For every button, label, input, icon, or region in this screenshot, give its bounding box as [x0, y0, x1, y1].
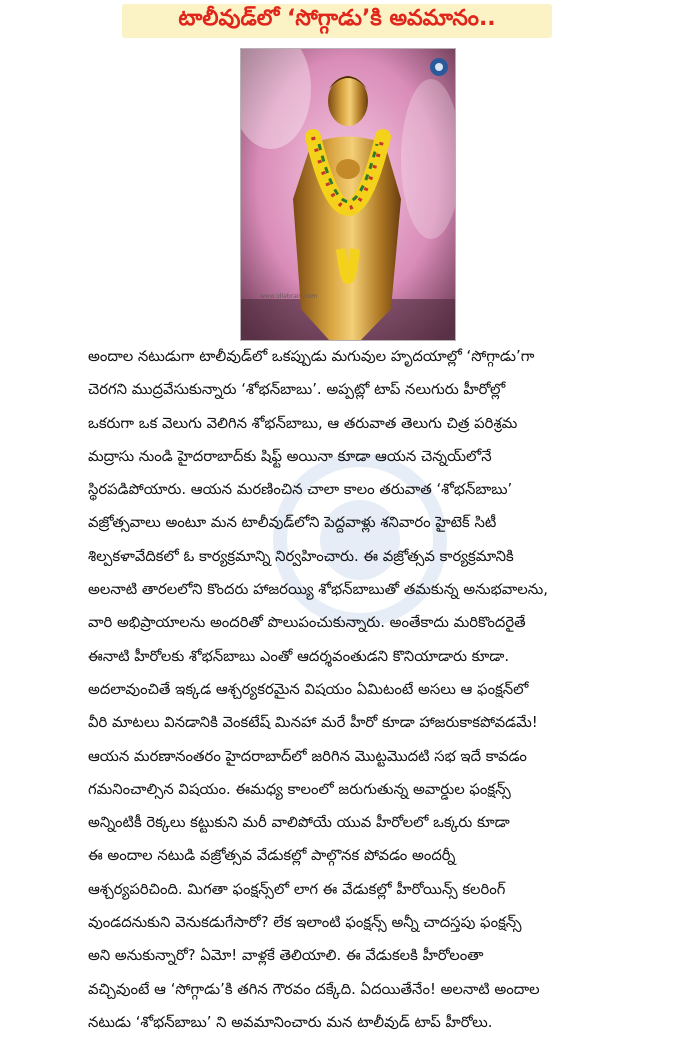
article-line: అన్నింటికీ రెక్కలు కట్టుకుని మరీ వాలిపోయే యువ హీరోలలో ఒక్కరు కూడా — [88, 814, 510, 832]
article-line: అలనాటి తారలలోని కొందరు హాజరయ్యి శోభన్‌బాబుతో తమకున్న అనుభవాలను, — [88, 581, 548, 599]
page-title: టాలీవుడ్‌లో ‘సోగ్గాడు’కి అవమానం.. — [178, 6, 496, 31]
article-line: ఒకరుగా ఒక వెలుగు వెలిగిన శోభన్‌బాబు, ఆ తరువాత తెలుగు చిత్ర పరిశ్రమ — [88, 414, 518, 432]
article-line: చెరగని ముద్రవేసుకున్నారు ‘శోభన్‌బాబు’. అప్పట్లో టాప్ నలుగురు హీరోల్లో — [88, 381, 506, 399]
article-line: అని అనుకున్నారో? ఏమో! వాళ్లకే తెలియాలి. ఈ వేడుకలకి హీరోలంతా — [88, 947, 484, 965]
article-line: వజ్రోత్సవాలు అంటూ మన టాలీవుడ్‌లోని పెద్దవాళ్లు శనివారం హైటెక్ సిటీ — [88, 514, 497, 532]
article-line: గమనించాల్సిన విషయం. ఈమధ్య కాలంలో జరుగుతున్న అవార్డుల ఫంక్షన్స్ — [88, 780, 511, 798]
article-line: వచ్చివుంటే ఆ ‘సోగ్గాడు’కి తగిన గౌరవం దక్కేది. ఏదయితేనేం! అలనాటి అందాల — [88, 980, 540, 998]
article-line: అదలావుంచితే ఇక్కడ ఆశ్చర్యకరమైన విషయం ఏమిటంటే అసలు ఆ ఫంక్షన్‌లో — [88, 680, 529, 698]
article-line: శిల్పకళావేదికలో ఓ కార్యక్రమాన్ని నిర్వహించారు. ఈ వజ్రోత్సవ కార్యక్రమానికి — [88, 547, 514, 565]
article-line: మద్రాసు నుండి హైదరాబాద్‌కు షిఫ్ట్ అయినా కూడా ఆయన చెన్నయ్‌లోనే — [88, 447, 492, 465]
article-line: స్థిరపడిపోయారు. ఆయన మరణించిన చాలా కాలం తరువాత ‘శోభన్‌బాబు’ — [88, 481, 513, 499]
article-line: వీరి మాటలు వినడానికి వెంకటేష్ మినహా మరే హీరో కూడా హాజరుకాకపోవడమే! — [88, 714, 538, 732]
article-line: వారి అభిప్రాయాలను అందరితో పొలుపంచుకున్నారు. అంతేకాదు మరికొందరైతే — [88, 614, 526, 632]
article-line: వుండదనుకుని వెనుకడుగేసారో? లేక ఇలాంటి ఫంక్షన్స్ అన్నీ చాదస్తపు ఫంక్షన్స్ — [88, 914, 522, 932]
article-line: అందాల నటుడుగా టాలీవుడ్‌లో ఒకప్పుడు మగువుల హృదయాల్లో ‘సోగ్గాడు’గా — [88, 348, 535, 365]
article-line: ఆయన మరణానంతరం హైదరాబాద్‌లో జరిగిన మొట్టమొదటి సభ ఇదే కావడం — [88, 747, 527, 765]
headline-banner — [122, 4, 552, 38]
article-line: నటుడు ‘శోభన్‌బాబు’ ని అవమానించారు మన టాలీవుడ్ టాప్ హీరోలు. — [88, 1013, 493, 1031]
article-line: ఆశ్చర్యపరిచింది. మిగతా ఫంక్షన్స్‌లో లాగ ఈ వేడుకల్లో హీరోయిన్స్ కలరింగ్ — [88, 880, 506, 898]
article-line: ఈ అందాల నటుడి వజ్రోత్సవ వేడుకల్లో పాల్గొనక పోవడం అందర్నీ — [88, 847, 456, 865]
photo-credit: www.idlebrain.com — [260, 293, 318, 300]
article-body — [88, 340, 640, 1039]
article-line: ఈనాటి హీరోలకు శోభన్‌బాబు ఎంతో ఆదర్శవంతుడని కొనియాడారు కూడా. — [88, 647, 510, 665]
